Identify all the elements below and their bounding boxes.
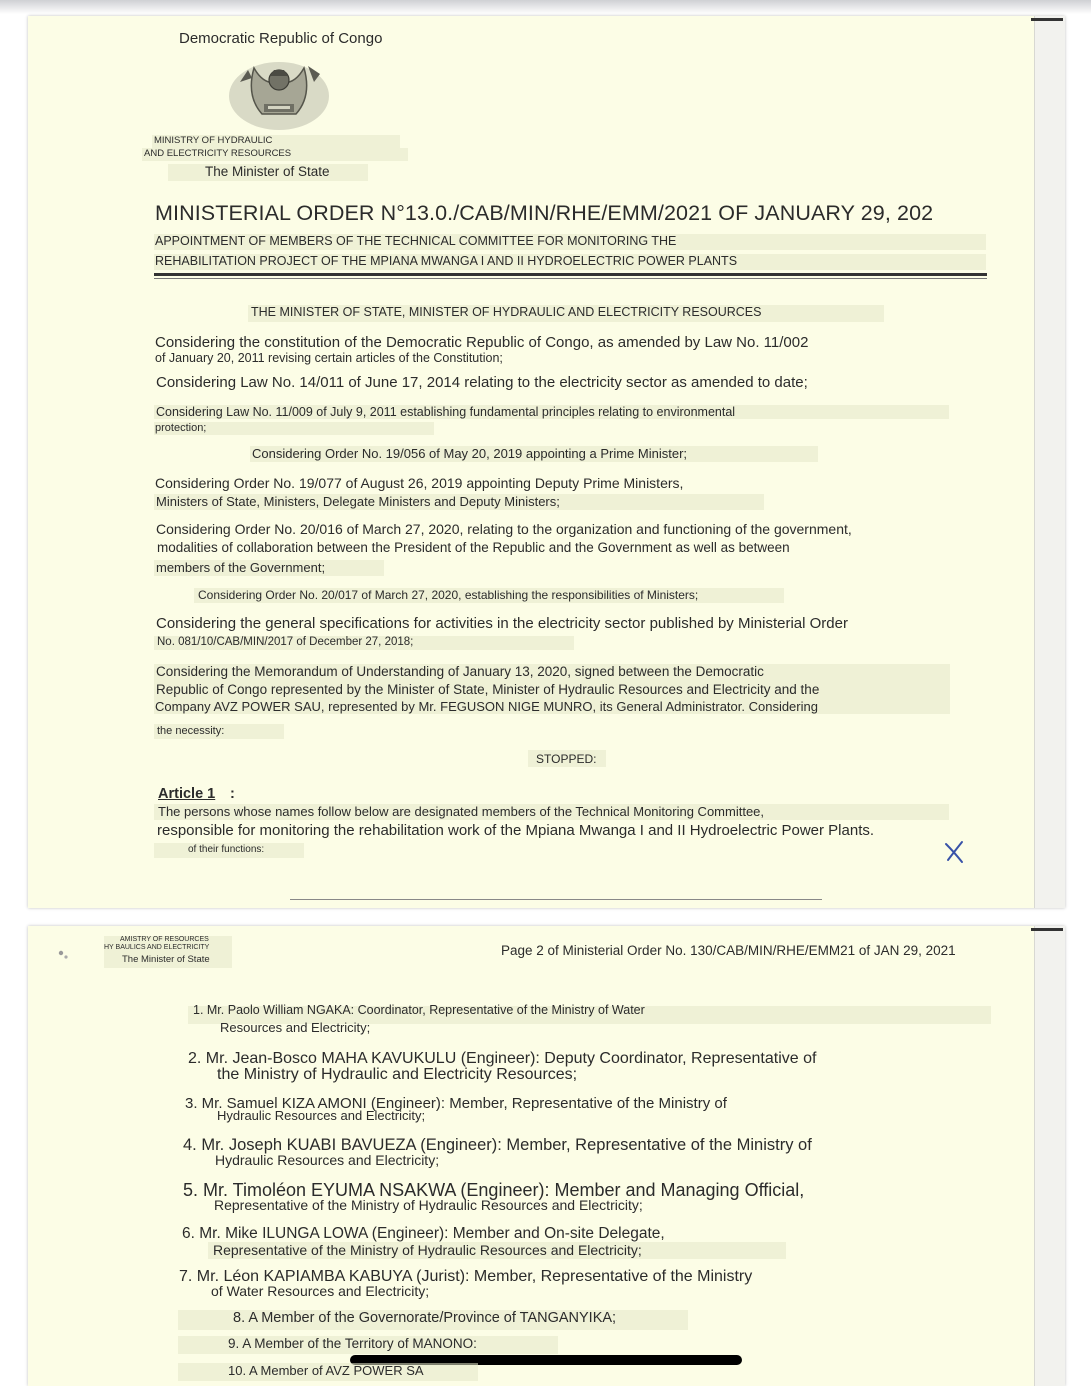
article-1-line-1: The persons whose names follow below are designated members of the Technical Monitoring Committee,: [158, 804, 765, 819]
preamble-heading: THE MINISTER OF STATE, MINISTER OF HYDRAULIC AND ELECTRICITY RESOURCES: [251, 305, 762, 319]
page2-ministry-line-1: AMISTRY OF RESOURCES: [120, 936, 209, 943]
member-1-line-1: 1. Mr. Paolo William NGAKA: Coordinator, Representative of the Ministry of Water: [193, 1003, 645, 1017]
member-5-line-1: 5. Mr. Timoléon EYUMA NSAKWA (Engineer): Member and Managing Official,: [183, 1180, 805, 1200]
member-5-line-2: Representative of the Ministry of Hydraulic Resources and Electricity;: [214, 1197, 643, 1213]
blue-initial-mark: [940, 838, 968, 866]
subject-line-1: APPOINTMENT OF MEMBERS OF THE TECHNICAL COMMITTEE FOR MONITORING THE: [155, 234, 677, 248]
member-7-line-2: of Water Resources and Electricity;: [211, 1283, 430, 1299]
page-edge-bar: [1031, 928, 1063, 931]
considering-1a: Considering the constitution of the Democratic Republic of Congo, as amended by Law No. 11/002: [155, 334, 809, 351]
member-1-line-2: Resources and Electricity;: [220, 1020, 371, 1035]
member-6-line-1: 6. Mr. Mike ILUNGA LOWA (Engineer): Member and On-site Delegate,: [182, 1225, 665, 1242]
considering-4: Considering Order No. 19/056 of May 20, 2019 appointing a Prime Minister;: [252, 446, 688, 461]
title-rule-thin: [154, 278, 987, 279]
considering-3b: protection;: [155, 422, 207, 434]
country-name: Democratic Republic of Congo: [179, 30, 383, 47]
document-page-1: [28, 16, 1065, 908]
subject-line-2: REHABILITATION PROJECT OF THE MPIANA MWANGA I AND II HYDROELECTRIC POWER PLANTS: [155, 254, 738, 268]
page-edge: [1034, 16, 1065, 908]
document-page-2: [28, 926, 1065, 1386]
member-3-line-1: 3. Mr. Samuel KIZA AMONI (Engineer): Member, Representative of the Ministry of: [185, 1095, 727, 1112]
considering-1b: of January 20, 2011 revising certain articles of the Constitution;: [155, 351, 503, 365]
considering-9d: the necessity:: [157, 725, 225, 737]
member-6-line-2: Representative of the Ministry of Hydraulic Resources and Electricity;: [213, 1242, 642, 1258]
considering-5b: Ministers of State, Ministers, Delegate Ministers and Deputy Ministers;: [156, 494, 560, 509]
page2-minister-title: The Minister of State: [122, 954, 210, 965]
page-edge: [1034, 926, 1065, 1386]
member-7-line-1: 7. Mr. Léon KAPIAMBA KABUYA (Jurist): Member, Representative of the Ministry: [179, 1268, 753, 1285]
considering-8a: Considering the general specifications for activities in the electricity sector published by Ministerial Order: [156, 615, 848, 632]
considering-9b: Republic of Congo represented by the Minister of State, Minister of Hydraulic Resources and Electricity and the: [156, 682, 820, 697]
considering-7: Considering Order No. 20/017 of March 27, 2020, establishing the responsibilities of Ministers;: [198, 588, 699, 602]
considering-9a: Considering the Memorandum of Understanding of January 13, 2020, signed between the Democratic: [156, 664, 764, 679]
small-emblem-icon: [56, 949, 70, 961]
footer-rule: [290, 899, 822, 900]
stopped-label: STOPPED:: [536, 752, 597, 766]
order-title: MINISTERIAL ORDER N°13.0./CAB/MIN/RHE/EMM/2021 OF JANUARY 29, 202: [155, 201, 934, 225]
considering-3a: Considering Law No. 11/009 of July 9, 2011 establishing fundamental principles relating to environmental: [156, 405, 736, 419]
page2-ministry-line-2: HY BAULICS AND ELECTRICITY: [104, 944, 210, 951]
title-rule: [154, 273, 987, 276]
viewer-top-shade: [0, 0, 1091, 14]
article-1-line-3: of their functions:: [188, 844, 265, 855]
member-3-line-2: Hydraulic Resources and Electricity;: [217, 1108, 426, 1123]
member-2-line-2: the Ministry of Hydraulic and Electricity Resources;: [217, 1066, 578, 1083]
minister-title: The Minister of State: [205, 164, 330, 179]
considering-8b: No. 081/10/CAB/MIN/2017 of December 27, 2018;: [157, 636, 414, 648]
page-edge-bar: [1031, 18, 1063, 21]
considering-2: Considering Law No. 14/011 of June 17, 2014 relating to the electricity sector as amended to date;: [156, 374, 808, 391]
member-8: 8. A Member of the Governorate/Province of TANGANYIKA;: [233, 1310, 617, 1326]
article-1-label: Article 1: [158, 786, 216, 802]
member-4-line-1: 4. Mr. Joseph KUABI BAVUEZA (Engineer): Member, Representative of the Ministry of: [183, 1136, 812, 1154]
considering-6a: Considering Order No. 20/016 of March 27, 2020, relating to the organization and functioning of the government,: [156, 521, 852, 537]
member-9: 9. A Member of the Territory of MANONO:: [228, 1336, 477, 1351]
considering-6c: members of the Government;: [156, 560, 326, 575]
article-1-colon: :: [230, 786, 235, 802]
coat-of-arms-emblem: [224, 52, 334, 132]
member-2-line-1: 2. Mr. Jean-Bosco MAHA KAVUKULU (Engineer): Deputy Coordinator, Representative of: [188, 1050, 817, 1067]
considering-9c: Company AVZ POWER SAU, represented by Mr. FEGUSON NIGE MUNRO, its General Administrator. Considering: [155, 699, 818, 714]
considering-5a: Considering Order No. 19/077 of August 26, 2019 appointing Deputy Prime Ministers,: [155, 475, 684, 491]
article-1-line-2: responsible for monitoring the rehabilitation work of the Mpiana Mwanga I and II Hydroelectric Power Plants.: [157, 822, 875, 839]
considering-6b: modalities of collaboration between the President of the Republic and the Government as well as between: [157, 540, 790, 555]
member-10: 10. A Member of AVZ POWER SA: [228, 1363, 424, 1378]
member-4-line-2: Hydraulic Resources and Electricity;: [215, 1152, 440, 1168]
ministry-line-1: MINISTRY OF HYDRAULIC: [154, 135, 273, 146]
page-2-reference: Page 2 of Ministerial Order No. 130/CAB/MIN/RHE/EMM21 of JAN 29, 2021: [501, 943, 956, 958]
ministry-line-2: AND ELECTRICITY RESOURCES: [144, 148, 292, 159]
